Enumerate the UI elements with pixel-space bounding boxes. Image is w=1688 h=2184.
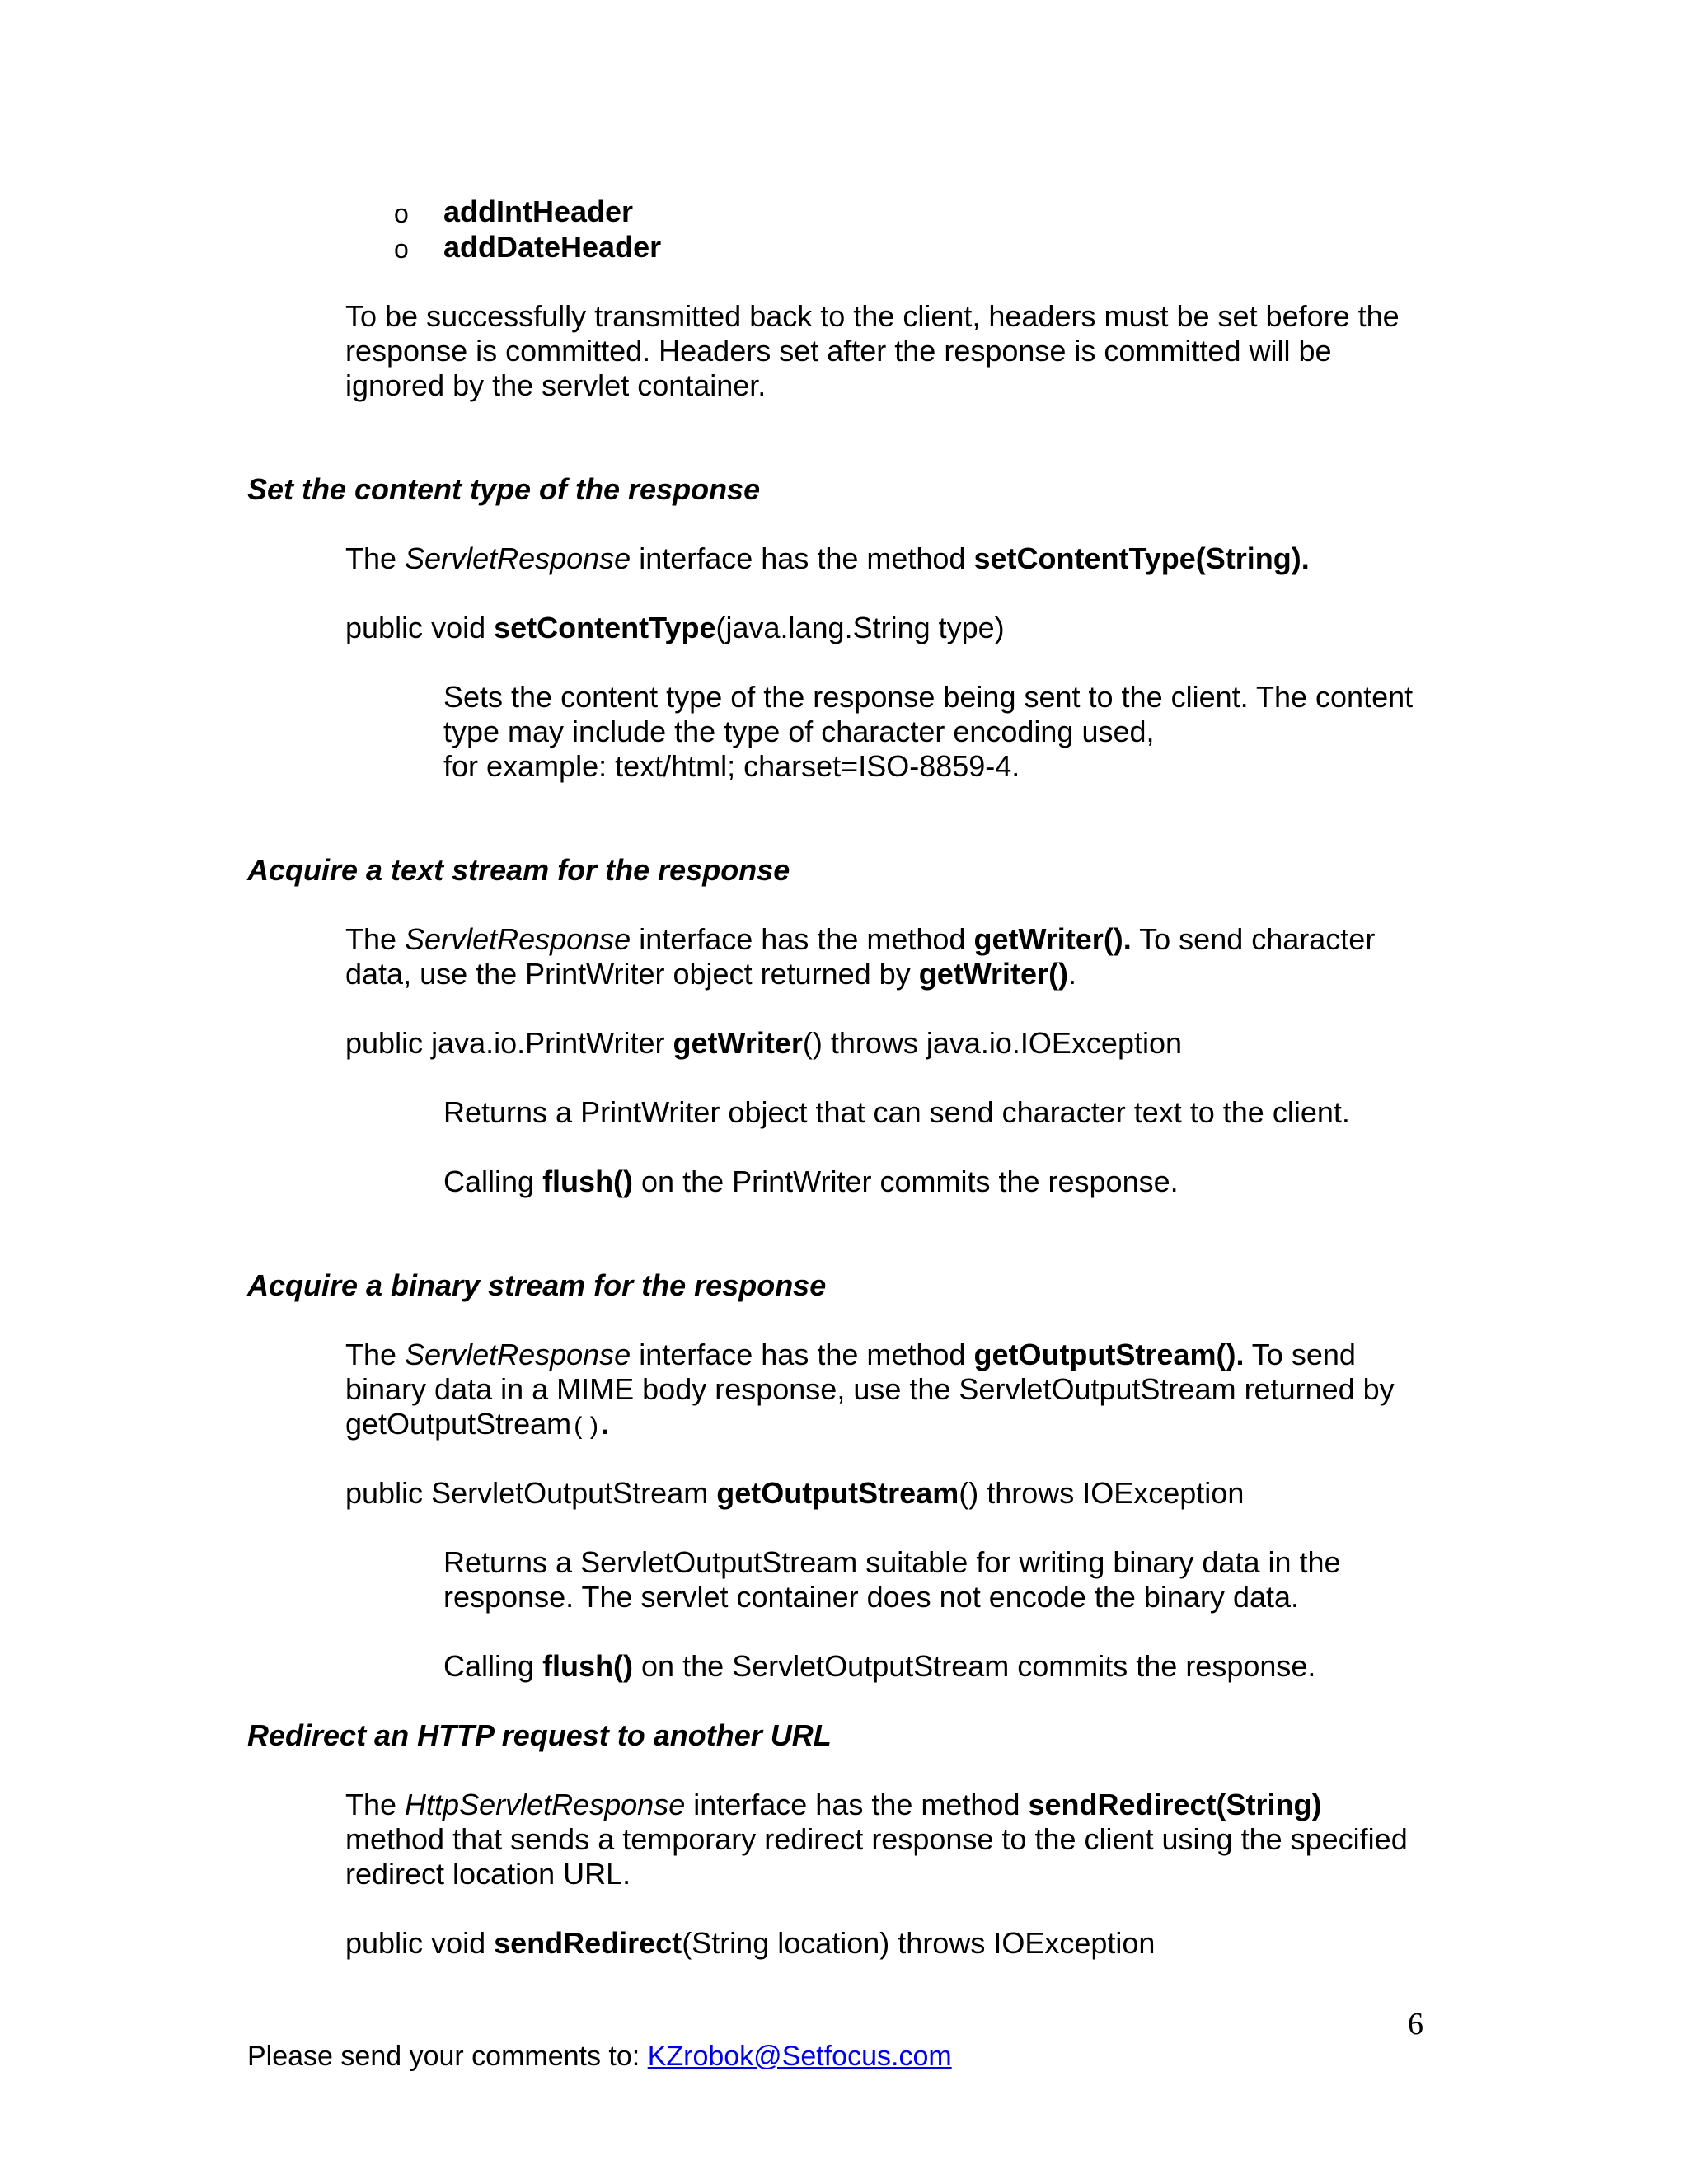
- paragraph: data, use the PrintWriter object returned by getWriter().: [345, 957, 1077, 991]
- paragraph: The ServletResponse interface has the method getOutputStream(). To send: [345, 1338, 1356, 1371]
- bullet-item-addintheader: addIntHeader: [443, 194, 634, 228]
- bullet-marker: o: [394, 199, 409, 228]
- method-signature: public void sendRedirect(String location) throws IOException: [345, 1926, 1156, 1960]
- method-description: Returns a ServletOutputStream suitable for writing binary data in the: [443, 1545, 1341, 1579]
- section-heading-binary-stream: Acquire a binary stream for the response: [247, 1268, 827, 1302]
- method-description: Returns a PrintWriter object that can send character text to the client.: [443, 1095, 1350, 1129]
- method-description: for example: text/html; charset=ISO-8859-4.: [443, 749, 1020, 783]
- method-description: Calling flush() on the PrintWriter commits the response.: [443, 1165, 1179, 1198]
- section-heading-text-stream: Acquire a text stream for the response: [247, 853, 790, 887]
- bullet-item-adddateheader: addDateHeader: [443, 230, 662, 264]
- paragraph: getOutputStream().: [345, 1407, 610, 1442]
- footer-email-link[interactable]: KZrobok@Setfocus.com: [647, 2041, 952, 2072]
- method-description: response. The servlet container does not encode the binary data.: [443, 1580, 1300, 1614]
- paragraph: method that sends a temporary redirect response to the client using the specified: [345, 1822, 1408, 1856]
- paragraph: The ServletResponse interface has the method setContentType(String).: [345, 541, 1310, 575]
- section-heading-content-type: Set the content type of the response: [247, 472, 761, 506]
- method-description: Calling flush() on the ServletOutputStream commits the response.: [443, 1649, 1316, 1683]
- intro-line: To be successfully transmitted back to the client, headers must be set before the: [345, 299, 1400, 333]
- method-description: type may include the type of character encoding used,: [443, 715, 1155, 748]
- section-heading-redirect: Redirect an HTTP request to another URL: [247, 1718, 832, 1752]
- footer-label: Please send your comments to:: [247, 2041, 648, 2072]
- intro-line: response is committed. Headers set after the response is committed will be: [345, 334, 1332, 368]
- footer: [247, 2039, 952, 2074]
- paragraph: redirect location URL.: [345, 1857, 631, 1891]
- paragraph: The HttpServletResponse interface has the method sendRedirect(String): [345, 1788, 1322, 1821]
- page-number: 6: [1408, 2007, 1423, 2041]
- paragraph: The ServletResponse interface has the method getWriter(). To send character: [345, 922, 1376, 956]
- bullet-marker: o: [394, 234, 409, 264]
- paragraph: binary data in a MIME body response, use the ServletOutputStream returned by: [345, 1372, 1395, 1406]
- method-signature: public java.io.PrintWriter getWriter() throws java.io.IOException: [345, 1026, 1183, 1060]
- method-signature: public void setContentType(java.lang.String type): [345, 611, 1005, 644]
- method-description: Sets the content type of the response being sent to the client. The content: [443, 680, 1414, 714]
- method-signature: public ServletOutputStream getOutputStream() throws IOException: [345, 1476, 1245, 1510]
- intro-line: ignored by the servlet container.: [345, 368, 767, 402]
